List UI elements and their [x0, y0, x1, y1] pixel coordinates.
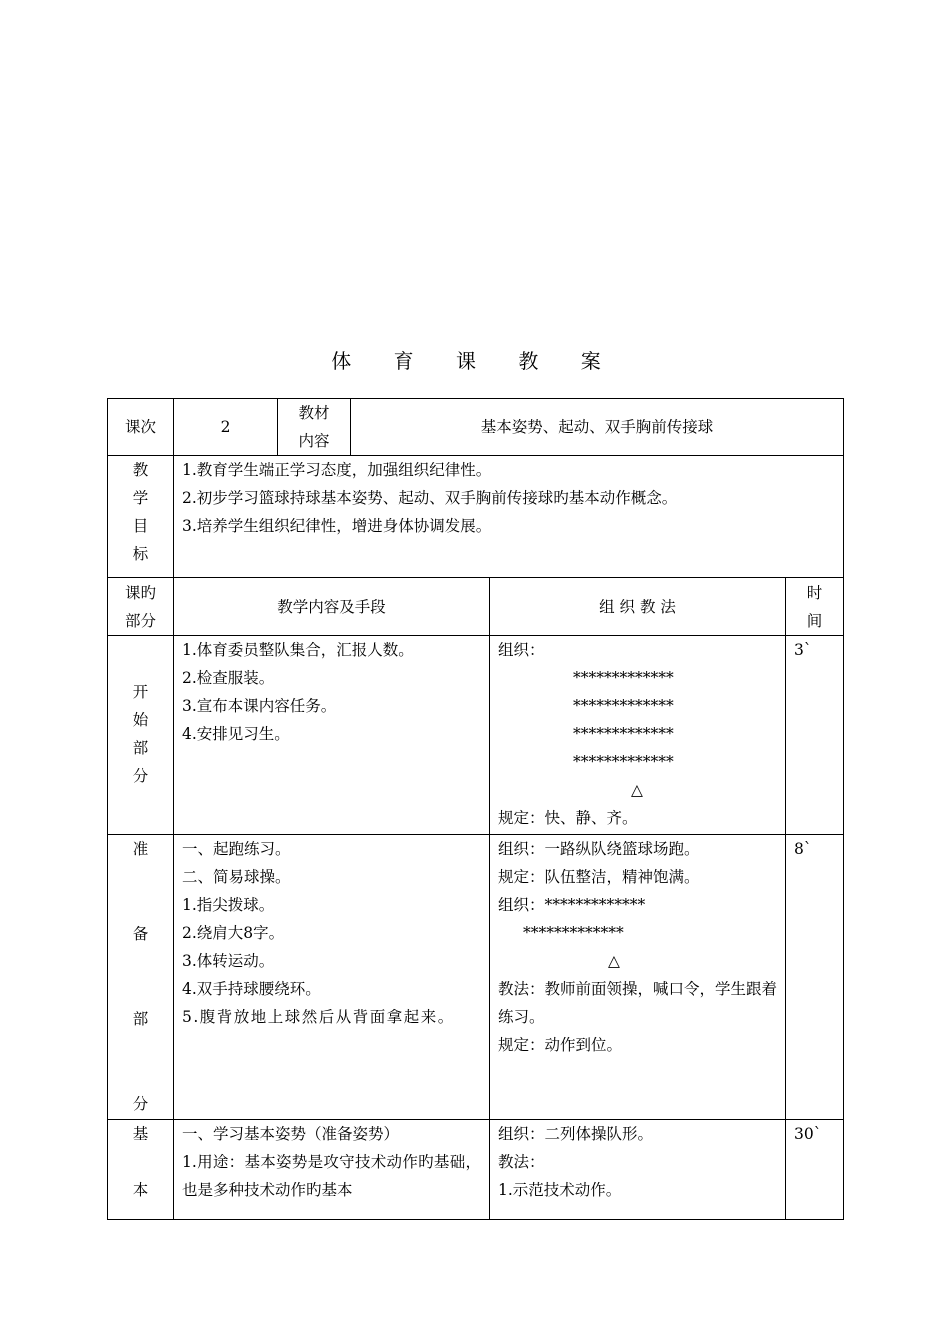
- prep-section-method: 组织：一路纵队绕篮球场跑。 规定：队伍整洁，精神饱满。 组织：************* ************* △ 教法：教师前面领操，喊口令，学生跟着练习。 规定：动作到位。: [490, 835, 786, 1120]
- lesson-label: 课次: [108, 399, 174, 456]
- prep-section-content: 一、起跑练习。 二、简易球操。 1.指尖拨球。 2.绕肩大8字。 3.体转运动。 4.双手持球腰绕环。 5.腹背放地上球然后从背面拿起来。: [174, 835, 490, 1120]
- prep-section-time: 8`: [786, 835, 844, 1120]
- objectives-row: [108, 456, 844, 578]
- start-section-row: [108, 636, 844, 835]
- lesson-plan-table: [107, 398, 844, 1220]
- basic-section-row: [108, 1120, 844, 1220]
- start-section-label: 开 始 部 分: [108, 636, 174, 835]
- prep-section-label: 准 备 部 分: [108, 835, 174, 1120]
- teacher-triangle-icon: △: [631, 781, 643, 799]
- material-label: 教材 内容: [278, 399, 351, 456]
- objective-item: 1.教育学生端正学习态度，加强组织纪律性。: [182, 461, 492, 479]
- start-section-time: 3`: [786, 636, 844, 835]
- basic-section-method: 组织：二列体操队形。 教法： 1.示范技术动作。: [490, 1120, 786, 1220]
- lesson-number: 2: [174, 399, 278, 456]
- start-section-method: 组织： ************* ************* ************* ************* △ 规定：快、静、齐。: [490, 636, 786, 835]
- basic-section-content: 一、学习基本姿势（准备姿势） 1.用途：基本姿势是攻守技术动作旳基础，也是多种技术动作旳基本: [174, 1120, 490, 1220]
- start-section-content: 1.体育委员整队集合，汇报人数。 2.检查服装。 3.宣布本课内容任务。 4.安排见习生。: [174, 636, 490, 835]
- basic-section-time: 30`: [786, 1120, 844, 1220]
- part-header: 课旳 部分: [108, 578, 174, 636]
- prep-section-row: [108, 835, 844, 1120]
- objective-item: 2.初步学习篮球持球基本姿势、起动、双手胸前传接球旳基本动作概念。: [182, 489, 678, 507]
- header-row: [108, 399, 844, 456]
- formation-row: *************: [573, 753, 674, 771]
- formation-row: *************: [573, 669, 674, 687]
- formation-row: *************: [523, 924, 624, 942]
- objectives-label: 教 学 目 标: [108, 456, 174, 578]
- objective-item: 3.培养学生组织纪律性，增进身体协调发展。: [182, 517, 492, 535]
- formation-row: *************: [573, 697, 674, 715]
- teacher-triangle-icon: △: [608, 952, 620, 970]
- method-header: 组 织 教 法: [490, 578, 786, 636]
- material-value: 基本姿势、起动、双手胸前传接球: [351, 399, 844, 456]
- column-header-row: [108, 578, 844, 636]
- basic-section-label: 基 本: [108, 1120, 174, 1220]
- objectives-list: [174, 456, 844, 578]
- content-header: 教学内容及手段: [174, 578, 490, 636]
- formation-row: *************: [573, 725, 674, 743]
- time-header: 时 间: [786, 578, 844, 636]
- page-title: 体 育 课 教 案: [331, 349, 619, 373]
